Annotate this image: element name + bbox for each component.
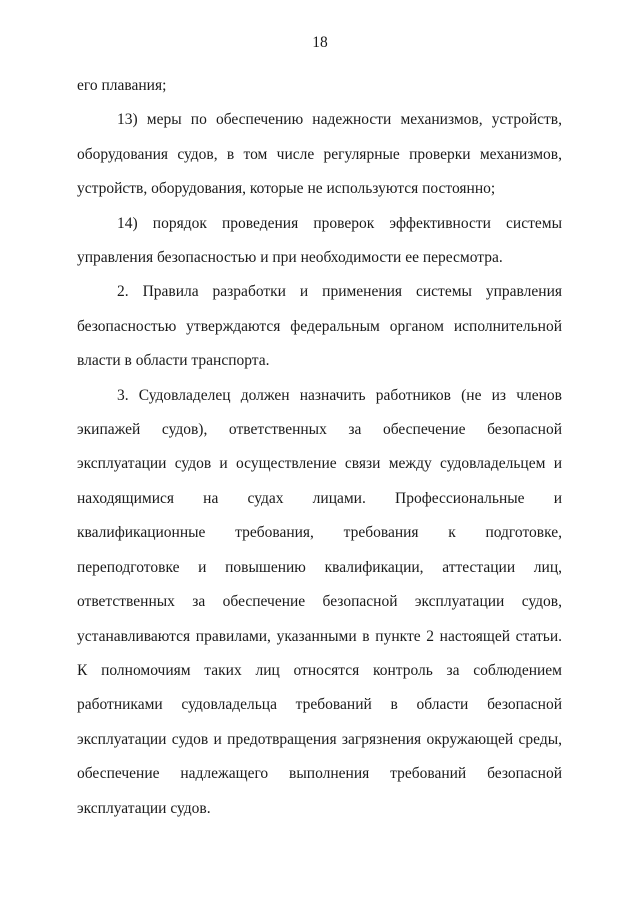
paragraph-item-14: 14) порядок проведения проверок эффективности системы управления безопасностью и при необходимости ее пересмотра. xyxy=(77,214,562,267)
document-body xyxy=(77,69,562,826)
page-number: 18 xyxy=(312,34,328,51)
paragraph-item-13: 13) меры по обеспечению надежности механизмов, устройств, оборудования судов, в том числе регулярные проверки механизмов, устройств, оборудования, которые не используются постоянно; xyxy=(77,111,562,198)
paragraph-section-2: 2. Правила разработки и применения системы управления безопасностью утверждаются федеральным органом исполнительной власти в области транспорта. xyxy=(77,283,562,370)
paragraph-section-3: 3. Судовладелец должен назначить работников (не из членов экипажей судов), ответственных за обеспечение безопасной эксплуатации судов и осуществление связи между судовладельцем и находящимися на судах лицами. Профессиональные и квалификационные требования, требования к подготовке, переподготовке и повышению квалификации, аттестации лиц, ответственных за обеспечение безопасной эксплуатации судов, устанавливаются правилами, указанными в пункте 2 настоящей статьи. К полномочиям таких лиц относятся контроль за соблюдением работниками судовладельца требований в области безопасной эксплуатации судов и предотвращения загрязнения окружающей среды, обеспечение надлежащего выполнения требований безопасной эксплуатации судов. xyxy=(77,386,562,817)
paragraph-continuation: его плавания; xyxy=(77,77,167,94)
